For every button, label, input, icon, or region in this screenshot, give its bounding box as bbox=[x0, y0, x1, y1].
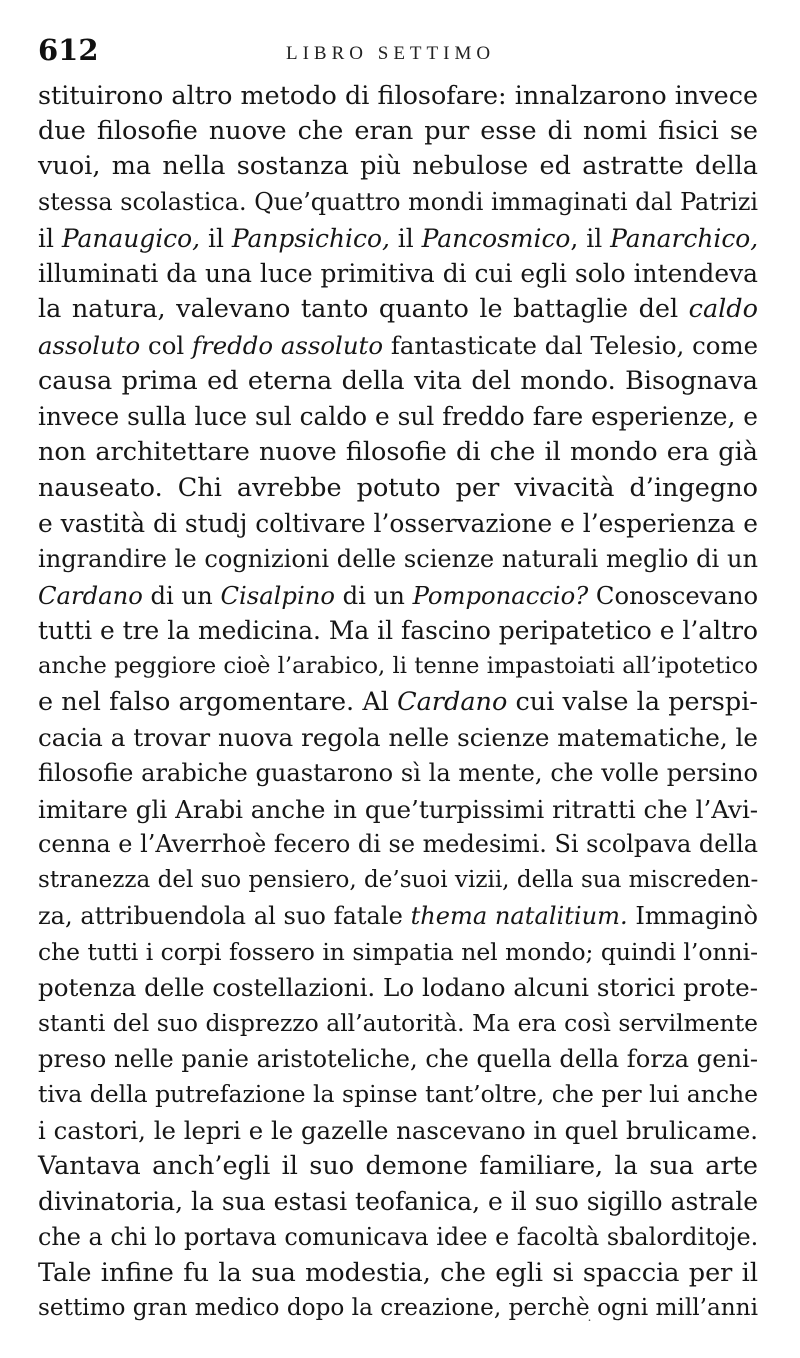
text-line bbox=[38, 149, 758, 185]
page-header bbox=[38, 33, 760, 73]
text-run: e nel falso argomentare. Al bbox=[38, 686, 398, 717]
text-run: che a chi lo portava comunicava idee e facoltà sbalorditoje. bbox=[38, 1223, 759, 1251]
text-run: imitare gli Arabi anche in que’turpissimi ritratti che l’Avi- bbox=[38, 794, 759, 824]
text-line bbox=[38, 613, 758, 649]
text-line bbox=[38, 792, 758, 828]
text-run: stessa scolastica. Que’quattro mondi immaginati dal Patrizi bbox=[38, 188, 758, 217]
text-run: divinatoria, la sua estasi teofanica, e il suo sigillo astrale bbox=[38, 1187, 758, 1217]
text-line bbox=[38, 935, 758, 971]
text-line bbox=[38, 649, 758, 685]
italic-text: thema natalitium. bbox=[410, 901, 628, 930]
ink-speck: ˙ bbox=[586, 1318, 593, 1334]
text-line bbox=[38, 364, 758, 400]
italic-text: Cardano bbox=[38, 580, 143, 610]
text-line bbox=[38, 970, 758, 1006]
text-run: invece sulla luce sul caldo e sul freddo fare esperienze, e bbox=[38, 402, 758, 432]
text-run: tutti e tre la medicina. Ma il fascino peripatetico e l’altro bbox=[38, 616, 758, 646]
text-line bbox=[38, 578, 758, 614]
text-run: cui valse la perspi- bbox=[507, 686, 758, 717]
text-line bbox=[38, 720, 758, 756]
text-line bbox=[38, 685, 758, 721]
italic-text: Cisalpino bbox=[220, 580, 335, 610]
italic-text: Pomponaccio? bbox=[412, 580, 589, 610]
text-run: nauseato. Chi avrebbe potuto per vivacità d’ingegno bbox=[38, 472, 758, 503]
text-line bbox=[38, 435, 758, 471]
text-run: i castori, le lepri e le gazelle nascevano in quel brulicame. bbox=[38, 1115, 758, 1145]
text-line bbox=[38, 221, 758, 257]
text-line bbox=[38, 1291, 758, 1327]
text-line bbox=[38, 114, 758, 150]
text-run: potenza delle costellazioni. Lo lodano alcuni storici prote- bbox=[38, 973, 758, 1003]
text-line bbox=[38, 1006, 758, 1042]
italic-text: Pancosmico bbox=[421, 223, 571, 253]
text-line bbox=[38, 827, 758, 863]
text-run: illuminati da una luce primitiva di cui egli solo intendeva bbox=[38, 259, 758, 289]
text-run: , il bbox=[570, 223, 611, 253]
text-line bbox=[38, 863, 758, 899]
text-run: non architettare nuove filosofie di che il mondo era già bbox=[38, 436, 758, 467]
text-run: di un bbox=[334, 580, 413, 610]
text-line bbox=[38, 899, 758, 935]
text-run: Conoscevano bbox=[588, 580, 759, 610]
text-run: il bbox=[38, 223, 62, 253]
italic-text: assoluto bbox=[38, 330, 141, 360]
text-run: che tutti i corpi fossero in simpatia nel mondo; quindi l’onni- bbox=[38, 937, 758, 966]
text-run: stanti del suo disprezzo all’autorità. Ma era così servilmente bbox=[38, 1008, 758, 1037]
text-run: stituirono altro metodo di filosofare: innalzarono invece bbox=[38, 80, 758, 110]
italic-text: Panaugico, bbox=[61, 223, 201, 253]
text-run: vuoi, ma nella sostanza più nebulose ed astratte della bbox=[38, 151, 758, 182]
italic-text: Panpsichico, bbox=[231, 223, 390, 253]
body-text bbox=[38, 78, 758, 1327]
page-number: 612 bbox=[38, 33, 99, 67]
running-head: LIBRO SETTIMO bbox=[286, 43, 496, 64]
text-run: di un bbox=[142, 580, 221, 610]
text-line bbox=[38, 471, 758, 507]
text-run: Vantava anch’egli il suo demone familiare, la sua arte bbox=[38, 1150, 758, 1181]
text-run: ingrandire le cognizioni delle scienze naturali meglio di un bbox=[38, 544, 758, 573]
text-line bbox=[38, 756, 758, 792]
text-line bbox=[38, 185, 758, 221]
text-line bbox=[38, 256, 758, 292]
text-line bbox=[38, 328, 758, 364]
text-run: causa prima ed eterna della vita del mondo. Bisognava bbox=[38, 365, 758, 396]
text-line bbox=[38, 78, 758, 114]
text-run: cacia a trovar nuova regola nelle scienze matematiche, le bbox=[38, 723, 758, 753]
text-run: filosofie arabiche guastarono sì la mente, che volle persino bbox=[38, 759, 758, 788]
text-line bbox=[38, 292, 758, 328]
text-run: e vastità di studj coltivare l’osservazione e l’esperienza e bbox=[38, 509, 758, 539]
italic-text: Panarchico, bbox=[610, 223, 759, 253]
text-run: tiva della putrefazione la spinse tant’oltre, che per lui anche bbox=[38, 1080, 758, 1109]
text-line bbox=[38, 1077, 758, 1113]
text-line bbox=[38, 506, 758, 542]
text-run: settimo gran medico dopo la creazione, perchè ogni mill’anni bbox=[38, 1295, 758, 1322]
italic-text: Cardano bbox=[397, 686, 508, 717]
text-line bbox=[38, 1149, 758, 1185]
text-line bbox=[38, 1184, 758, 1220]
text-line bbox=[38, 542, 758, 578]
text-run: anche peggiore cioè l’arabico, li tenne impastoiati all’ipotetico bbox=[38, 653, 758, 679]
text-line bbox=[38, 1042, 758, 1078]
text-run: due filosofie nuove che eran pur esse di nomi fisici se bbox=[38, 115, 758, 146]
text-run: il bbox=[200, 223, 232, 253]
text-line bbox=[38, 1256, 758, 1292]
text-run: stranezza del suo pensiero, de’suoi vizii, della sua miscreden- bbox=[38, 867, 759, 894]
text-line bbox=[38, 1113, 758, 1149]
text-run: col bbox=[140, 330, 193, 360]
text-run: Tale infine fu la sua modestia, che egli si spaccia per il bbox=[38, 1257, 758, 1288]
italic-text: freddo assoluto bbox=[192, 330, 384, 360]
text-line bbox=[38, 1220, 758, 1256]
text-run: la natura, valevano tanto quanto le battaglie del bbox=[38, 294, 689, 325]
text-run: za, attribuendola al suo fatale bbox=[38, 901, 411, 930]
text-line bbox=[38, 399, 758, 435]
italic-text: caldo bbox=[688, 294, 758, 325]
text-run: fantasticate dal Telesio, come bbox=[383, 330, 758, 360]
text-run: cenna e l’Averrhoè fecero di se medesimi. Si scolpava della bbox=[38, 830, 758, 859]
text-run: il bbox=[389, 223, 422, 253]
text-run: preso nelle panie aristoteliche, che quella della forza geni- bbox=[38, 1044, 759, 1073]
text-run: Immaginò bbox=[627, 901, 758, 930]
